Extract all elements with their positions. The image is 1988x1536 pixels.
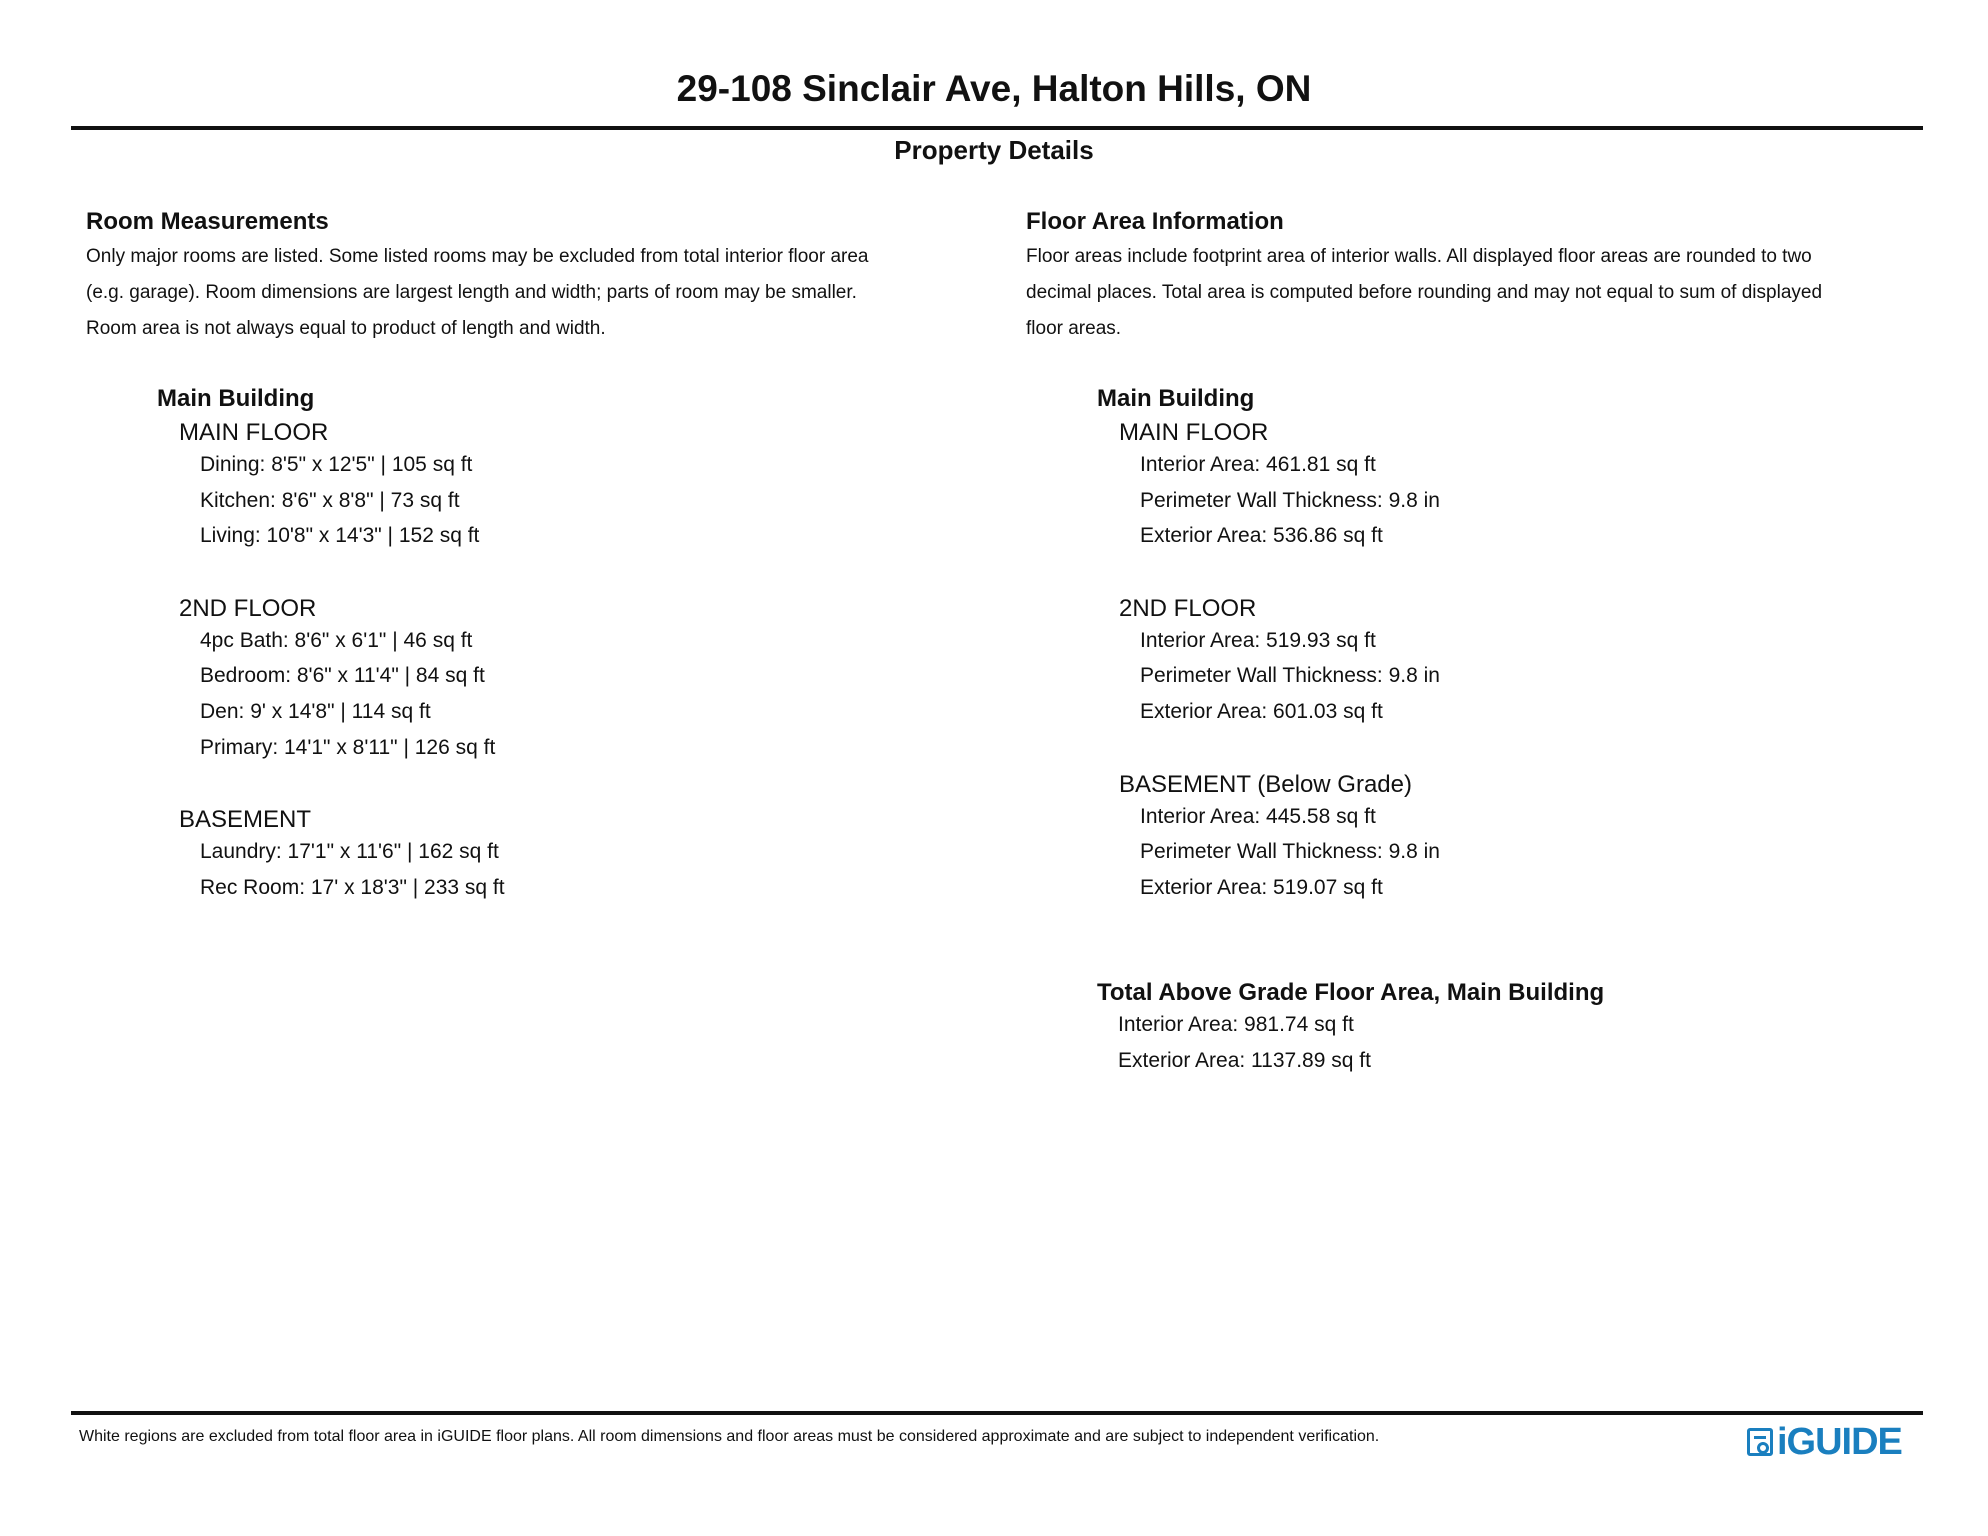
iguide-logo-icon: [1747, 1428, 1773, 1456]
room-measurements-heading: Room Measurements: [86, 208, 329, 235]
description-line: Only major rooms are listed. Some listed rooms may be excluded from total interior floor area: [86, 246, 869, 267]
area-item: Interior Area: 519.93 sq ft: [1140, 628, 1376, 652]
page-title: 29-108 Sinclair Ave, Halton Hills, ON: [676, 68, 1312, 109]
floor-name: BASEMENT: [179, 806, 312, 834]
floor-section: [179, 419, 986, 905]
room-item: Laundry: 17'1" x 11'6" | 162 sq ft: [200, 840, 499, 864]
floor-name: MAIN FLOOR: [1119, 419, 1269, 446]
area-item: Exterior Area: 601.03 sq ft: [1140, 699, 1383, 723]
building-title: Main Building: [1097, 385, 1255, 412]
room-item: Living: 10'8" x 14'3" | 152 sq ft: [200, 524, 480, 548]
description-line: (e.g. garage). Room dimensions are largest length and width; parts of room may be smaller.: [86, 282, 857, 303]
total-area-section: [1097, 979, 1926, 1078]
room-measurements-description: [86, 239, 986, 347]
area-item: Interior Area: 445.58 sq ft: [1140, 804, 1376, 828]
floor-area-column: [1026, 208, 1926, 1079]
building-title: Main Building: [157, 385, 315, 412]
total-area-item: Exterior Area: 1137.89 sq ft: [1118, 1048, 1371, 1072]
room-item: Dining: 8'5" x 12'5" | 105 sq ft: [200, 453, 473, 476]
room-item: Rec Room: 17' x 18'3" | 233 sq ft: [200, 875, 505, 899]
room-building: [157, 385, 986, 905]
logo-text: iGUIDE: [1777, 1421, 1902, 1463]
header-rule: [71, 126, 1923, 130]
floor-name: BASEMENT (Below Grade): [1119, 770, 1412, 798]
room-item: Bedroom: 8'6" x 11'4" | 84 sq ft: [200, 664, 485, 688]
floor-name: 2ND FLOOR: [1119, 594, 1257, 622]
page-subtitle: Property Details: [894, 135, 1094, 165]
total-area-heading: Total Above Grade Floor Area, Main Building: [1097, 979, 1605, 1007]
room-item: 4pc Bath: 8'6" x 6'1" | 46 sq ft: [200, 628, 473, 652]
floor-name: MAIN FLOOR: [179, 419, 329, 446]
room-measurements-column: [86, 208, 986, 905]
footer-disclaimer: White regions are excluded from total floor area in iGUIDE floor plans. All room dimensions and floor areas must be considered approximate and are subject to independent verification.: [79, 1428, 1380, 1445]
area-item: Perimeter Wall Thickness: 9.8 in: [1140, 840, 1440, 864]
description-line: Floor areas include footprint area of interior walls. All displayed floor areas are rounded to two: [1026, 246, 1812, 267]
area-item: Perimeter Wall Thickness: 9.8 in: [1140, 488, 1440, 512]
floor-area-heading: Floor Area Information: [1026, 208, 1284, 235]
description-line: floor areas.: [1026, 318, 1122, 339]
total-area-item: Interior Area: 981.74 sq ft: [1118, 1013, 1354, 1037]
floor-section: [1119, 419, 1926, 905]
area-item: Perimeter Wall Thickness: 9.8 in: [1140, 664, 1440, 688]
area-building: [1097, 385, 1926, 1079]
floor-name: 2ND FLOOR: [179, 594, 317, 622]
iguide-logo: [1747, 1421, 1902, 1463]
description-line: Room area is not always equal to product of length and width.: [86, 318, 606, 339]
area-item: Interior Area: 461.81 sq ft: [1140, 453, 1376, 476]
room-item: Kitchen: 8'6" x 8'8" | 73 sq ft: [200, 488, 460, 512]
floor-area-description: [1026, 239, 1926, 347]
room-item: Primary: 14'1" x 8'11" | 126 sq ft: [200, 735, 496, 759]
area-item: Exterior Area: 536.86 sq ft: [1140, 524, 1383, 548]
room-item: Den: 9' x 14'8" | 114 sq ft: [200, 699, 431, 723]
description-line: decimal places. Total area is computed before rounding and may not equal to sum of displayed: [1026, 282, 1823, 303]
footer-rule: [71, 1411, 1923, 1415]
area-item: Exterior Area: 519.07 sq ft: [1140, 875, 1383, 899]
